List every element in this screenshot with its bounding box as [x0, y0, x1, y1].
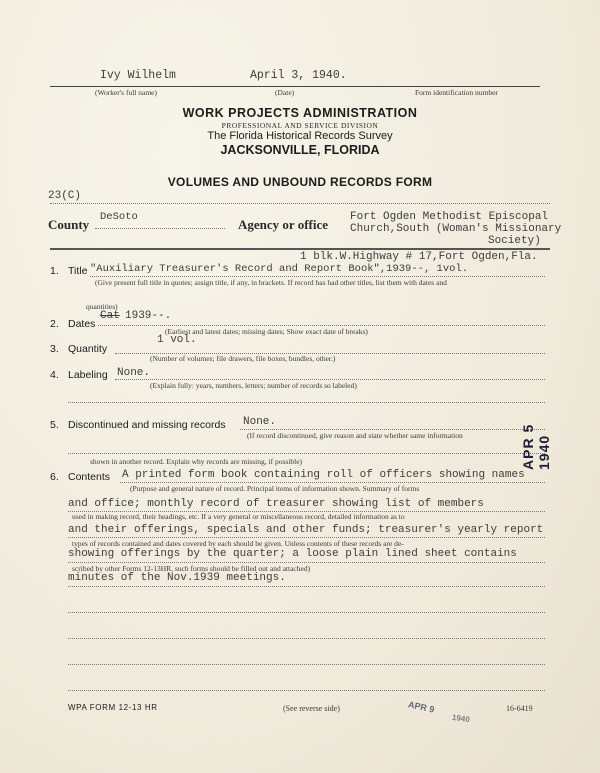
- blank-rule-2: [68, 638, 545, 639]
- contents-line-3: and their offerings, specials and other funds; treasurer's yearly report: [68, 524, 544, 536]
- contents-caption-4: scribed by other Forms 12-13HR, such forms should be filled out and attached): [72, 564, 311, 573]
- section-rule: [50, 248, 550, 250]
- contents-line-4: showing offerings by the quarter; a loose plain lined sheet contains: [68, 548, 517, 560]
- agency-label: Agency or office: [238, 217, 329, 232]
- contents-rule-4: [68, 562, 545, 563]
- county-label: County: [48, 217, 90, 232]
- worker-name: Ivy Wilhelm: [100, 69, 176, 82]
- location-title: JACKSONVILLE, FLORIDA: [220, 143, 380, 157]
- address-line: 1 blk.W.Highway # 17,Fort Ogden,Fla.: [300, 251, 538, 263]
- division-title: PROFESSIONAL AND SERVICE DIVISION: [221, 121, 379, 130]
- footer-form-code: WPA FORM 12-13 HR: [68, 703, 158, 712]
- contents-rule-5: [68, 586, 545, 587]
- worker-caption: (Worker's full name): [95, 88, 157, 97]
- field-title-label: Title: [68, 265, 88, 277]
- survey-title: The Florida Historical Records Survey: [207, 130, 393, 142]
- agency-title: WORK PROJECTS ADMINISTRATION: [182, 106, 418, 120]
- field-quantity-label: Quantity: [68, 343, 108, 355]
- field-discontinued-caption2: shown in another record. Explain why records are missing, if possible): [90, 457, 303, 466]
- agency-line2: Church,South (Woman's Missionary: [350, 223, 562, 235]
- form-title: VOLUMES AND UNBOUND RECORDS FORM: [167, 175, 433, 189]
- labeling-rule-2: [68, 402, 545, 403]
- field-title-num: 1.: [50, 265, 59, 277]
- received-stamp: APR 5 1940: [520, 423, 552, 470]
- field-dates-value: 1939--.: [125, 310, 172, 322]
- contents-rule-3: [68, 537, 545, 538]
- field-labeling-value: None.: [117, 367, 151, 379]
- contents-caption-1: (Purpose and general nature of record. Principal items of information shown. Summary of forms: [130, 484, 420, 493]
- footer-reverse: (See reverse side): [283, 704, 340, 713]
- labeling-rule: [115, 379, 545, 380]
- field-dates-label: Dates: [68, 318, 96, 330]
- field-quantity-value: 1 vol.: [157, 334, 197, 346]
- agency-line1: Fort Ogden Methodist Episcopal: [350, 211, 549, 223]
- contents-rule-1: [120, 482, 545, 483]
- field-discontinued-num: 5.: [50, 419, 59, 431]
- contents-line-1: A printed form book containing roll of officers showing names: [122, 469, 525, 481]
- form-date: April 3, 1940.: [250, 69, 347, 82]
- title-rule: [90, 276, 545, 277]
- field-title-value: "Auxiliary Treasurer's Record and Report Book",1939--, 1vol.: [90, 263, 469, 275]
- field-contents-label: Contents: [68, 471, 111, 483]
- field-discontinued-caption: (If record discontinued, give reason and state whether same information: [247, 431, 463, 440]
- field-labeling-num: 4.: [50, 369, 59, 381]
- header-rule: [50, 86, 540, 87]
- contents-caption-3: types of records contained and dates covered by each should be given. Unless contents of these records are de-: [72, 539, 404, 548]
- date-caption: (Date): [275, 88, 295, 97]
- blank-rule-3: [68, 664, 545, 665]
- field-quantity-caption: (Number of volumes; file drawers, file boxes, bundles, other.): [150, 354, 336, 363]
- form-id-caption: Form identification number: [415, 88, 498, 97]
- field-dates-caption: (Earliest and latest dates; missing dates; Show exact date of breaks): [165, 327, 368, 336]
- field-labeling-label: Labeling: [68, 369, 108, 381]
- field-title-caption: (Give present full title in quotes; assign title, if any, in brackets. If record has had other titles, list them with dates and: [95, 278, 447, 287]
- bottom-stamp-year: 1940: [451, 712, 471, 725]
- blank-rule-4: [68, 690, 545, 691]
- form-number-rule: [50, 203, 550, 204]
- blank-rule-1: [68, 612, 545, 613]
- contents-caption-2: used in making record, their headings, etc. If a very general or miscellaneous record, detailed information as to: [72, 512, 405, 521]
- contents-line-5: minutes of the Nov.1939 meetings.: [68, 572, 286, 584]
- field-labeling-caption: (Explain fully: years, numbers, letters; number of records so labeled): [150, 381, 357, 390]
- field-discontinued-value: None.: [243, 416, 277, 428]
- field-discontinued-label: Discontinued and missing records: [68, 419, 226, 431]
- quantities-note: quantities): [86, 302, 118, 311]
- dates-rule: [98, 325, 545, 326]
- field-dates-num: 2.: [50, 318, 59, 330]
- field-quantity-num: 3.: [50, 343, 59, 355]
- contents-line-2: and office; monthly record of treasurer showing list of members: [68, 498, 484, 510]
- agency-line3: Society): [488, 235, 541, 247]
- field-contents-num: 6.: [50, 471, 59, 483]
- form-number: 23(C): [48, 190, 82, 202]
- county-rule: [95, 228, 225, 229]
- field-dates-struck: Cat: [100, 310, 120, 322]
- discontinued-rule: [240, 429, 545, 430]
- county-value: DeSoto: [100, 211, 138, 223]
- footer-number: 16-6419: [506, 704, 533, 713]
- bottom-stamp-month: APR 9: [407, 699, 436, 715]
- discontinued-rule-2: [68, 453, 545, 454]
